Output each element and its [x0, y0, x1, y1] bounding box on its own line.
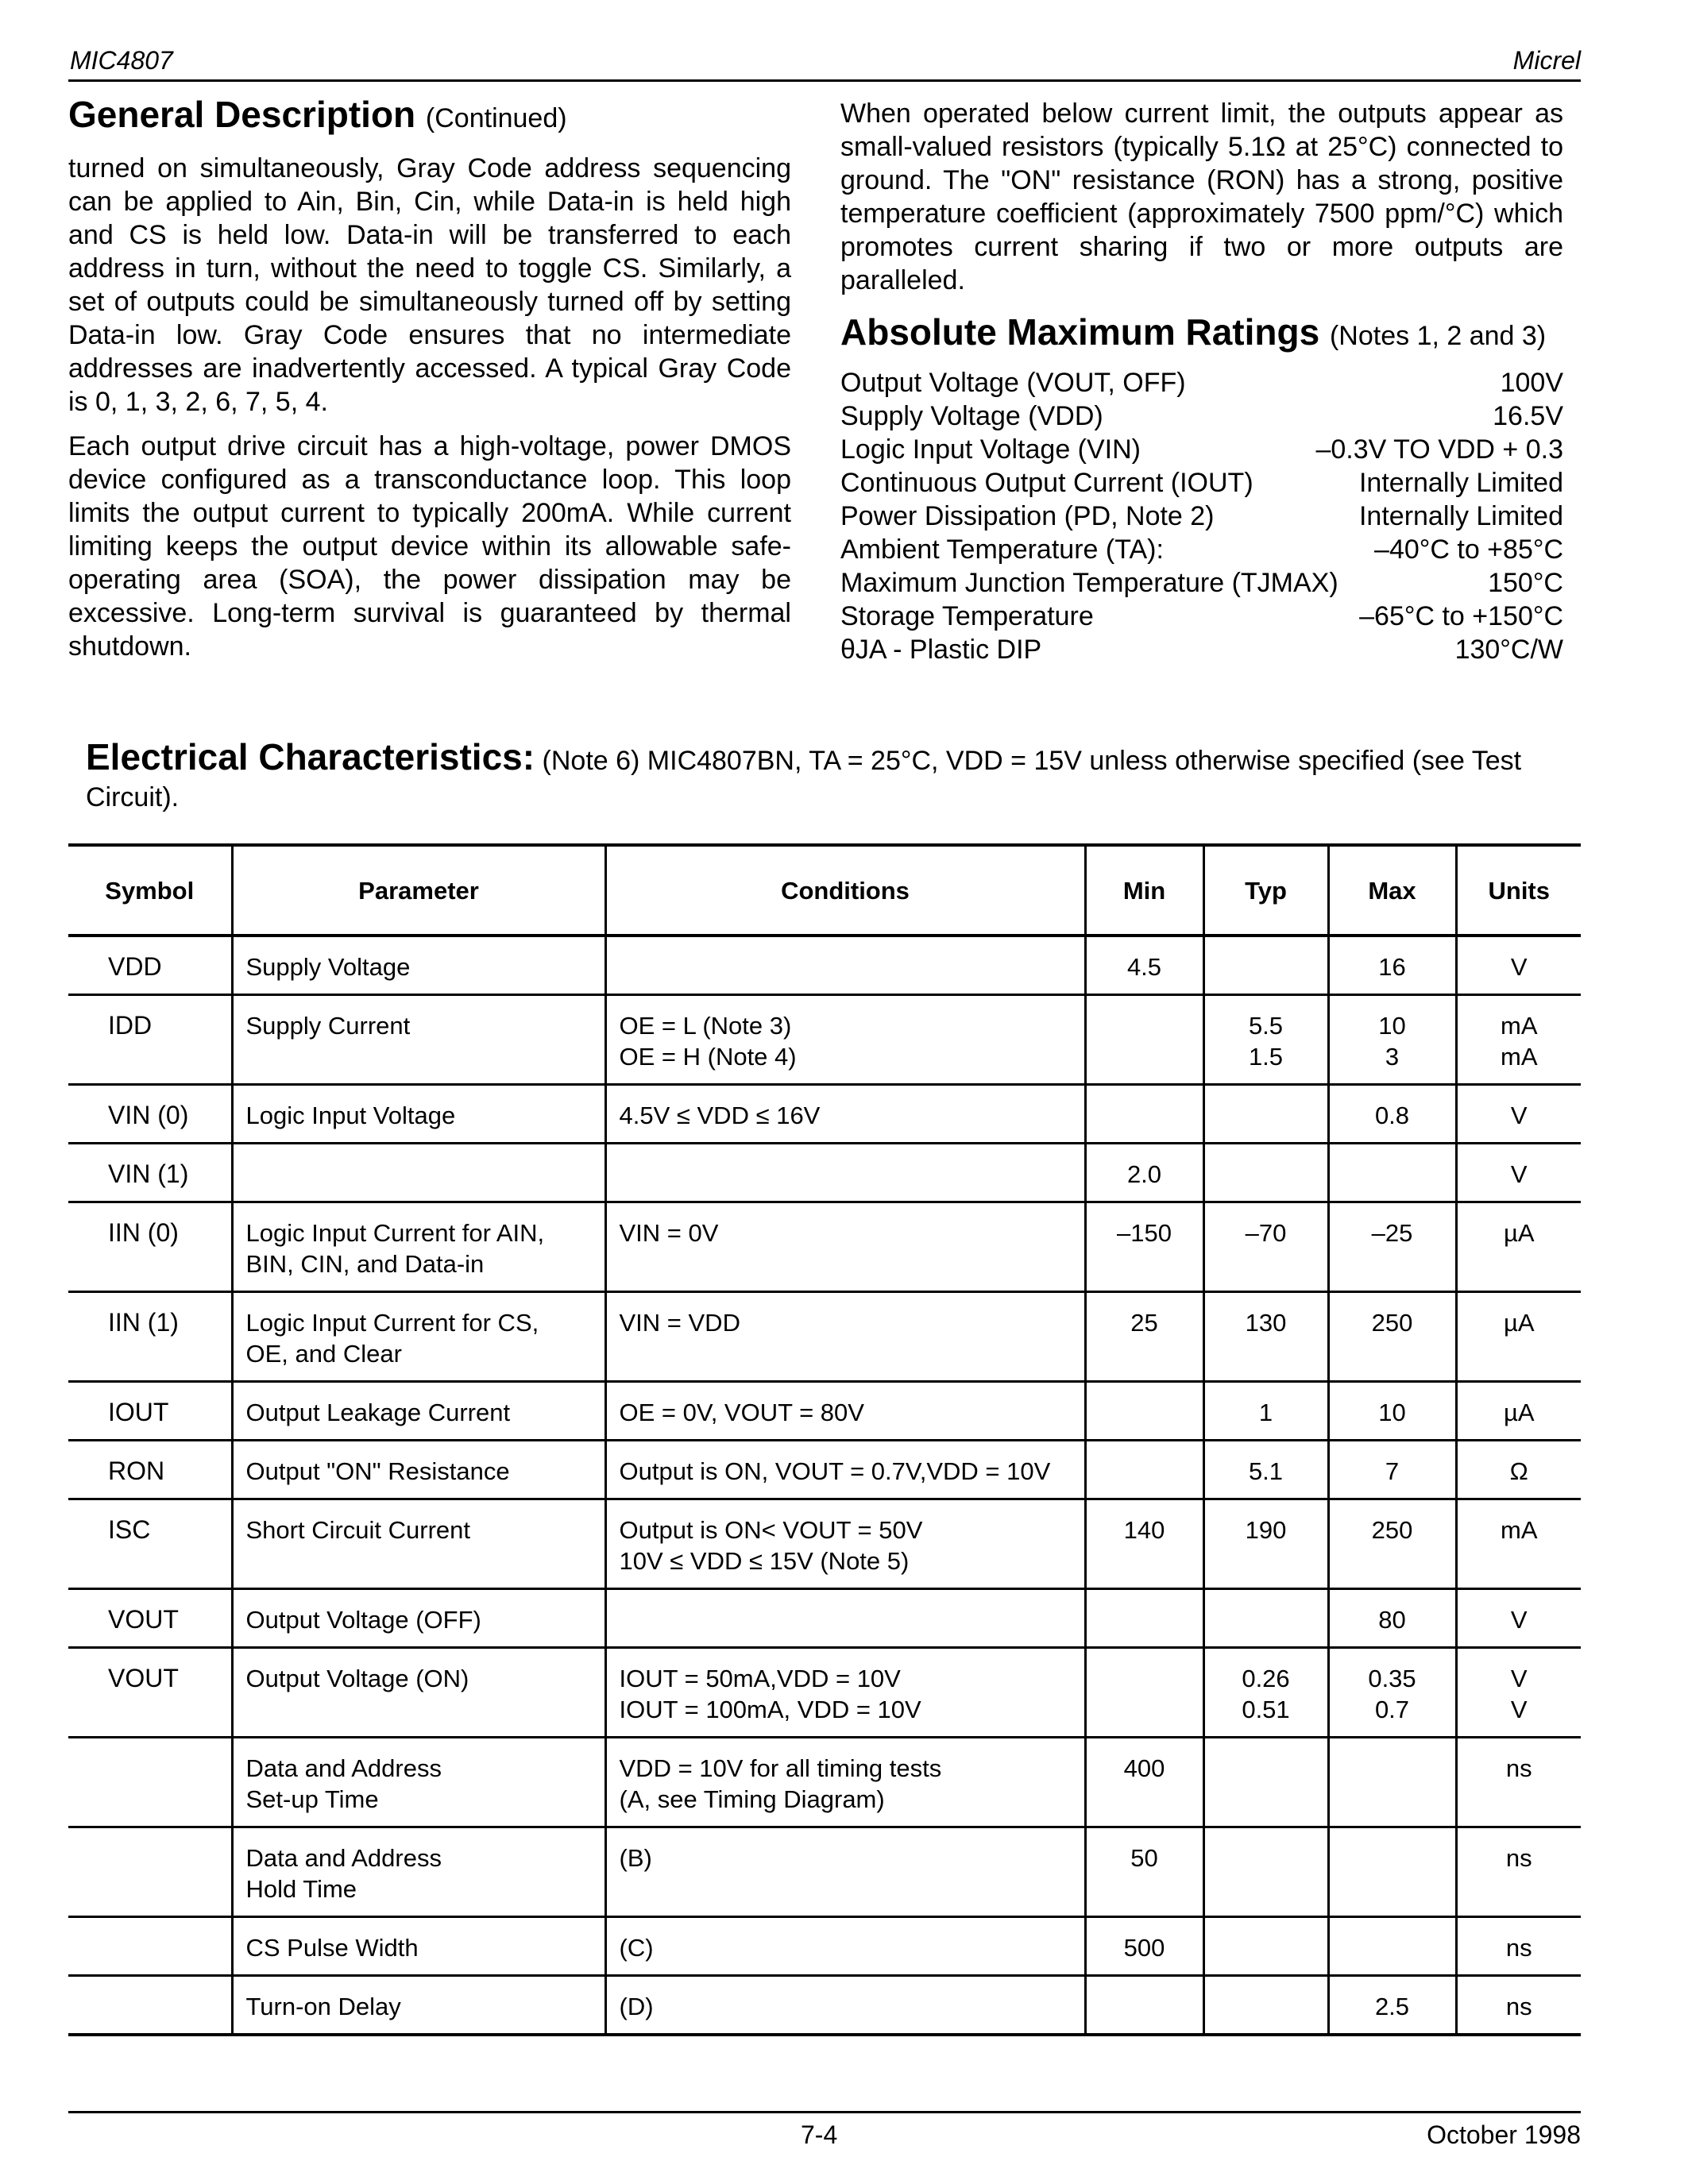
cell-min — [1085, 995, 1203, 1085]
table-row — [68, 1144, 1581, 1202]
cell-conditions: VDD = 10V for all timing tests (A, see Timing Diagram) — [605, 1738, 1085, 1827]
cell-parameter: Supply Voltage — [232, 936, 605, 995]
cell-min: –150 — [1085, 1202, 1203, 1292]
cell-max: 10 3 — [1328, 995, 1456, 1085]
abs-max-value: –0.3V TO VDD + 0.3 — [1315, 434, 1563, 465]
cell-parameter: Output Voltage (ON) — [232, 1648, 605, 1738]
cell-parameter: Logic Input Current for CS, OE, and Clear — [232, 1292, 605, 1382]
cell-units: µA — [1456, 1292, 1581, 1382]
cell-typ: 5.1 — [1203, 1441, 1328, 1499]
cell-parameter: Data and Address Hold Time — [232, 1827, 605, 1917]
cell-typ: –70 — [1203, 1202, 1328, 1292]
table-row — [68, 1499, 1581, 1589]
header-rule — [68, 79, 1581, 82]
cell-symbol: VIN (0) — [108, 1101, 189, 1129]
cell-symbol: IIN (0) — [108, 1218, 179, 1247]
abs-max-value: 100V — [1500, 368, 1563, 398]
right-column — [840, 97, 1563, 666]
table-row — [68, 1382, 1581, 1441]
abs-max-value: 130°C/W — [1454, 635, 1563, 665]
abs-max-row — [840, 566, 1563, 600]
cell-typ: 1 — [1203, 1382, 1328, 1441]
cell-min: 500 — [1085, 1917, 1203, 1976]
cell-min: 4.5 — [1085, 936, 1203, 995]
table-header-row — [68, 845, 1581, 936]
electrical-heading — [86, 736, 1563, 816]
table-row — [68, 1202, 1581, 1292]
cell-conditions: VIN = VDD — [605, 1292, 1085, 1382]
abs-max-label: θJA - Plastic DIP — [840, 635, 1042, 665]
cell-parameter: Turn-on Delay — [232, 1976, 605, 2035]
cell-conditions: VIN = 0V — [605, 1202, 1085, 1292]
cell-max: 250 — [1328, 1292, 1456, 1382]
cell-min — [1085, 1085, 1203, 1144]
abs-max-row — [840, 500, 1563, 533]
abs-max-row — [840, 533, 1563, 566]
footer-rule — [68, 2111, 1581, 2113]
column-header: Min — [1085, 845, 1203, 936]
cell-max — [1328, 1827, 1456, 1917]
table-body — [68, 936, 1581, 2035]
abs-max-value: Internally Limited — [1358, 501, 1563, 531]
cell-units: ns — [1456, 1738, 1581, 1827]
cell-typ: 190 — [1203, 1499, 1328, 1589]
cell-typ: 5.5 1.5 — [1203, 995, 1328, 1085]
cell-conditions — [605, 936, 1085, 995]
table-row — [68, 1589, 1581, 1648]
cell-max — [1328, 1917, 1456, 1976]
table-row — [68, 1292, 1581, 1382]
cell-units: ns — [1456, 1917, 1581, 1976]
cell-max: 250 — [1328, 1499, 1456, 1589]
cell-typ: 130 — [1203, 1292, 1328, 1382]
cell-min — [1085, 1441, 1203, 1499]
cell-min: 25 — [1085, 1292, 1203, 1382]
cell-typ — [1203, 1917, 1328, 1976]
abs-max-value: –65°C to +150°C — [1359, 601, 1563, 631]
cell-conditions: 4.5V ≤ VDD ≤ 16V — [605, 1085, 1085, 1144]
cell-symbol — [68, 1976, 232, 2035]
abs-max-row — [840, 600, 1563, 633]
cell-min: 50 — [1085, 1827, 1203, 1917]
cell-parameter: Logic Input Current for AIN, BIN, CIN, and Data-in — [232, 1202, 605, 1292]
cell-max: 10 — [1328, 1382, 1456, 1441]
cell-typ — [1203, 1589, 1328, 1648]
general-p2: Each output drive circuit has a high-voltage, power DMOS device configured as a transconductance loop. This loop limits the output current to typically 200mA. While current limiting keeps the output device within its allowable safe-operating area (SOA), the power dissipation may be excessive. Long-term survival is guaranteed by thermal shutdown. — [68, 431, 791, 662]
abs-max-title: Absolute Maximum Ratings (Notes 1, 2 and 3) — [840, 311, 1547, 353]
cell-parameter: Output Voltage (OFF) — [232, 1589, 605, 1648]
abs-max-row — [840, 466, 1563, 500]
table-row — [68, 1085, 1581, 1144]
cell-symbol — [68, 1827, 232, 1917]
cell-parameter — [232, 1144, 605, 1202]
table-row — [68, 995, 1581, 1085]
abs-max-label: Maximum Junction Temperature (TJMAX) — [840, 568, 1338, 598]
cell-min: 2.0 — [1085, 1144, 1203, 1202]
cell-units: V — [1456, 1085, 1581, 1144]
column-header: Symbol — [105, 876, 195, 905]
cell-units: V — [1456, 936, 1581, 995]
cell-conditions: (B) — [605, 1827, 1085, 1917]
cell-conditions: OE = L (Note 3) OE = H (Note 4) — [605, 995, 1085, 1085]
cell-conditions: Output is ON< VOUT = 50V 10V ≤ VDD ≤ 15V (Note 5) — [605, 1499, 1085, 1589]
cell-max: 16 — [1328, 936, 1456, 995]
abs-max-label: Output Voltage (VOUT, OFF) — [840, 368, 1186, 398]
cell-min — [1085, 1648, 1203, 1738]
cell-units: µA — [1456, 1202, 1581, 1292]
cell-parameter: Data and Address Set-up Time — [232, 1738, 605, 1827]
table-row — [68, 1917, 1581, 1976]
abs-max-row — [840, 399, 1563, 433]
abs-max-label: Logic Input Voltage (VIN) — [840, 434, 1141, 465]
electrical-title: Electrical Characteristics: — [86, 736, 535, 778]
general-p3: When operated below current limit, the outputs appear as small-valued resistors (typically 5.1Ω at 25°C) connected to ground. The "ON" resistance (RON) has a strong, positive temperature coefficient (approximately 7500 ppm/°C) which promotes current sharing if two or more outputs are paralleled. — [840, 98, 1563, 295]
cell-typ — [1203, 1085, 1328, 1144]
cell-units: V — [1456, 1144, 1581, 1202]
electrical-table — [68, 843, 1581, 2036]
cell-parameter: Logic Input Voltage — [232, 1085, 605, 1144]
cell-typ — [1203, 1827, 1328, 1917]
cell-units: mA — [1456, 1499, 1581, 1589]
abs-max-value: Internally Limited — [1358, 468, 1563, 498]
abs-max-row — [840, 633, 1563, 666]
cell-units: µA — [1456, 1382, 1581, 1441]
cell-symbol: VIN (1) — [108, 1160, 189, 1188]
electrical-note: (Note 6) MIC4807BN, TA = 25°C, VDD = 15V unless otherwise specified (see Test Circuit). — [86, 746, 1522, 812]
table-row — [68, 1441, 1581, 1499]
table-row — [68, 936, 1581, 995]
cell-parameter: Short Circuit Current — [232, 1499, 605, 1589]
cell-symbol — [68, 1917, 232, 1976]
table-row — [68, 1827, 1581, 1917]
cell-typ: 0.26 0.51 — [1203, 1648, 1328, 1738]
cell-max: 7 — [1328, 1441, 1456, 1499]
cell-symbol: IIN (1) — [108, 1308, 179, 1337]
column-header: Max — [1328, 845, 1456, 936]
cell-min — [1085, 1382, 1203, 1441]
cell-typ — [1203, 936, 1328, 995]
abs-max-label: Storage Temperature — [840, 601, 1094, 631]
cell-units: V V — [1456, 1648, 1581, 1738]
general-description — [68, 92, 791, 663]
cell-max: 80 — [1328, 1589, 1456, 1648]
general-p1: turned on simultaneously, Gray Code address sequencing can be applied to Ain, Bin, Cin, while Data-in is held high and CS is held low. Data-in will be transferred to each address in turn, without the need to toggle CS. Similarly, a set of outputs could be simultaneously turned off by setting Data-in low. Gray Code ensures that no intermediate addresses are inadvertently accessed. A typical Gray Code is 0, 1, 3, 2, 6, 7, 5, 4. — [68, 153, 791, 417]
cell-conditions: OE = 0V, VOUT = 80V — [605, 1382, 1085, 1441]
cell-conditions: Output is ON, VOUT = 0.7V,VDD = 10V — [605, 1441, 1085, 1499]
table-row — [68, 1648, 1581, 1738]
cell-conditions — [605, 1144, 1085, 1202]
abs-max-list — [840, 366, 1563, 666]
abs-max-value: 16.5V — [1493, 401, 1563, 431]
cell-units: mA mA — [1456, 995, 1581, 1085]
footer-date: October 1998 — [1427, 2120, 1581, 2149]
cell-max: 0.8 — [1328, 1085, 1456, 1144]
cell-typ — [1203, 1144, 1328, 1202]
abs-max-row — [840, 366, 1563, 399]
abs-max-value: 150°C — [1488, 568, 1563, 598]
cell-conditions: IOUT = 50mA,VDD = 10V IOUT = 100mA, VDD = 10V — [605, 1648, 1085, 1738]
abs-max-label: Power Dissipation (PD, Note 2) — [840, 501, 1215, 531]
cell-max: 2.5 — [1328, 1976, 1456, 2035]
column-header: Parameter — [232, 845, 605, 936]
cell-max — [1328, 1738, 1456, 1827]
cell-max — [1328, 1144, 1456, 1202]
cell-max: 0.35 0.7 — [1328, 1648, 1456, 1738]
cell-max: –25 — [1328, 1202, 1456, 1292]
cell-symbol — [68, 1738, 232, 1827]
abs-max-label: Ambient Temperature (TA): — [840, 534, 1164, 565]
cell-symbol: ISC — [108, 1515, 151, 1544]
cell-symbol: IOUT — [108, 1398, 169, 1426]
cell-parameter: Output Leakage Current — [232, 1382, 605, 1441]
cell-units: ns — [1456, 1827, 1581, 1917]
cell-symbol: IDD — [108, 1011, 153, 1040]
cell-min: 400 — [1085, 1738, 1203, 1827]
abs-max-label: Continuous Output Current (IOUT) — [840, 468, 1253, 498]
cell-symbol: VDD — [108, 952, 162, 981]
column-header: Units — [1456, 845, 1581, 936]
column-header: Typ — [1203, 845, 1328, 936]
abs-max-label: Supply Voltage (VDD) — [840, 401, 1103, 431]
cell-min — [1085, 1976, 1203, 2035]
cell-typ — [1203, 1738, 1328, 1827]
cell-symbol: VOUT — [108, 1664, 179, 1692]
cell-parameter: CS Pulse Width — [232, 1917, 605, 1976]
header-company: Micrel — [1512, 46, 1581, 75]
table-row — [68, 1976, 1581, 2035]
cell-conditions: (C) — [605, 1917, 1085, 1976]
cell-conditions — [605, 1589, 1085, 1648]
page-number: 7-4 — [801, 2120, 838, 2149]
column-header: Conditions — [605, 845, 1085, 936]
cell-units: Ω — [1456, 1441, 1581, 1499]
header-part-number: MIC4807 — [70, 46, 173, 75]
abs-max-row — [840, 433, 1563, 466]
cell-typ — [1203, 1976, 1328, 2035]
general-description-title: General Description (Continued) — [68, 94, 567, 135]
table-row — [68, 1738, 1581, 1827]
cell-conditions: (D) — [605, 1976, 1085, 2035]
abs-max-value: –40°C to +85°C — [1374, 534, 1563, 565]
cell-units: V — [1456, 1589, 1581, 1648]
cell-symbol: VOUT — [108, 1605, 179, 1634]
cell-parameter: Output "ON" Resistance — [232, 1441, 605, 1499]
cell-units: ns — [1456, 1976, 1581, 2035]
cell-symbol: RON — [108, 1457, 165, 1485]
cell-min — [1085, 1589, 1203, 1648]
cell-parameter: Supply Current — [232, 995, 605, 1085]
cell-min: 140 — [1085, 1499, 1203, 1589]
